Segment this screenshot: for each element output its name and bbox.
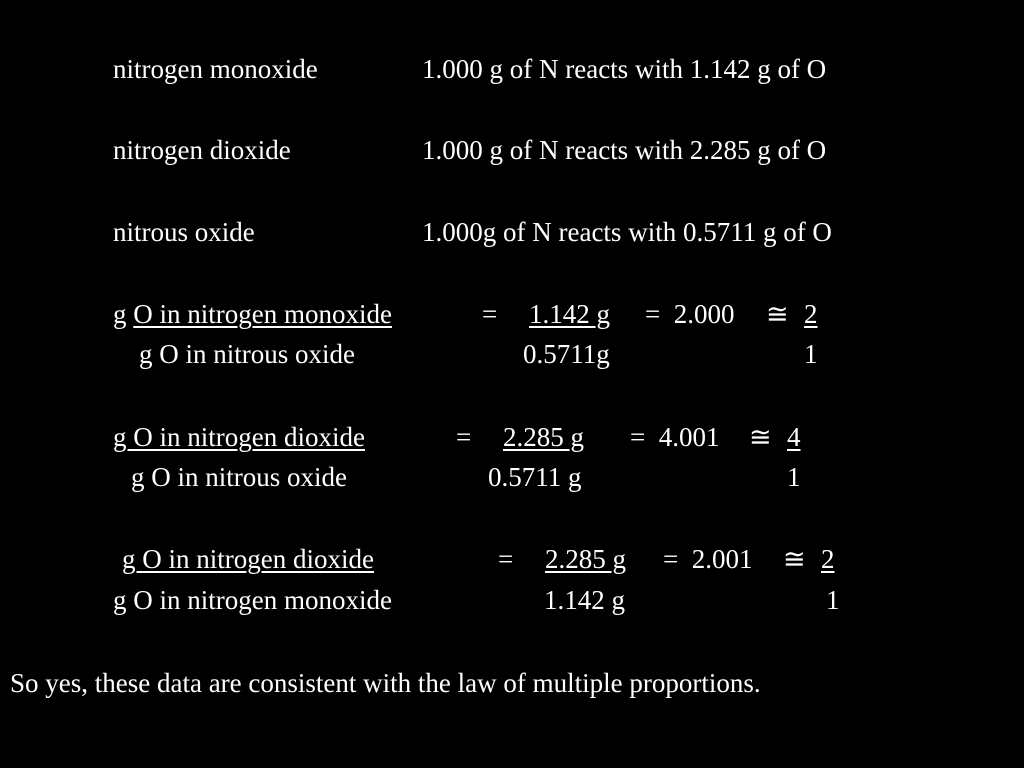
- ratio-3-denominator-value: 1.142 g: [544, 585, 625, 615]
- ratio-2-equals: =: [456, 422, 472, 452]
- ratio-1-result: = 2.000: [645, 299, 735, 329]
- ratio-2-result: = 4.001: [630, 422, 720, 452]
- ratio-2-numerator-value: 2.285 g: [503, 422, 584, 452]
- ratio-3-equals: =: [498, 544, 514, 574]
- compound-data-nitrogen-monoxide: 1.000 g of N reacts with 1.142 g of O: [422, 54, 827, 84]
- ratio-3-result: = 2.001: [663, 544, 753, 574]
- ratio-1-numerator-label: [113, 301, 392, 328]
- ratio-2-denominator-label: g O in nitrous oxide: [131, 462, 347, 492]
- compound-name-nitrous-oxide: nitrous oxide: [113, 217, 255, 247]
- compound-name-nitrogen-dioxide: nitrogen dioxide: [113, 135, 291, 165]
- compound-name-nitrogen-monoxide: nitrogen monoxide: [113, 54, 318, 84]
- ratio-1-whole-denominator: 1: [804, 339, 818, 369]
- ratio-1-whole-numerator: 2: [804, 299, 818, 329]
- ratio-1-numerator-value: 1.142 g: [529, 299, 610, 329]
- ratio-2-approx: ≅: [749, 422, 772, 452]
- ratio-1-numerator-text: O in nitrogen monoxide: [133, 299, 392, 329]
- compound-data-nitrous-oxide: 1.000g of N reacts with 0.5711 g of O: [422, 217, 832, 247]
- compound-data-nitrogen-dioxide: 1.000 g of N reacts with 2.285 g of O: [422, 135, 827, 165]
- ratio-3-approx: ≅: [783, 544, 806, 574]
- ratio-2-whole-denominator: 1: [787, 462, 801, 492]
- conclusion-text: So yes, these data are consistent with the law of multiple proportions.: [10, 668, 761, 698]
- ratio-1-denominator-value: 0.5711g: [523, 339, 610, 369]
- ratio-1-numerator-prefix: g: [113, 299, 134, 329]
- ratio-2-denominator-value: 0.5711 g: [488, 462, 582, 492]
- ratio-1-denominator-label: g O in nitrous oxide: [139, 339, 355, 369]
- ratio-2-numerator-label: g O in nitrogen dioxide: [113, 422, 365, 452]
- ratio-1-approx: ≅: [766, 299, 789, 329]
- ratio-3-numerator-value: 2.285 g: [545, 544, 626, 574]
- ratio-3-whole-denominator: 1: [826, 585, 840, 615]
- ratio-3-whole-numerator: 2: [821, 544, 835, 574]
- ratio-3-numerator-label: g O in nitrogen dioxide: [122, 544, 374, 574]
- ratio-1-equals: =: [482, 299, 498, 329]
- ratio-2-whole-numerator: 4: [787, 422, 801, 452]
- ratio-3-denominator-label: g O in nitrogen monoxide: [113, 585, 392, 615]
